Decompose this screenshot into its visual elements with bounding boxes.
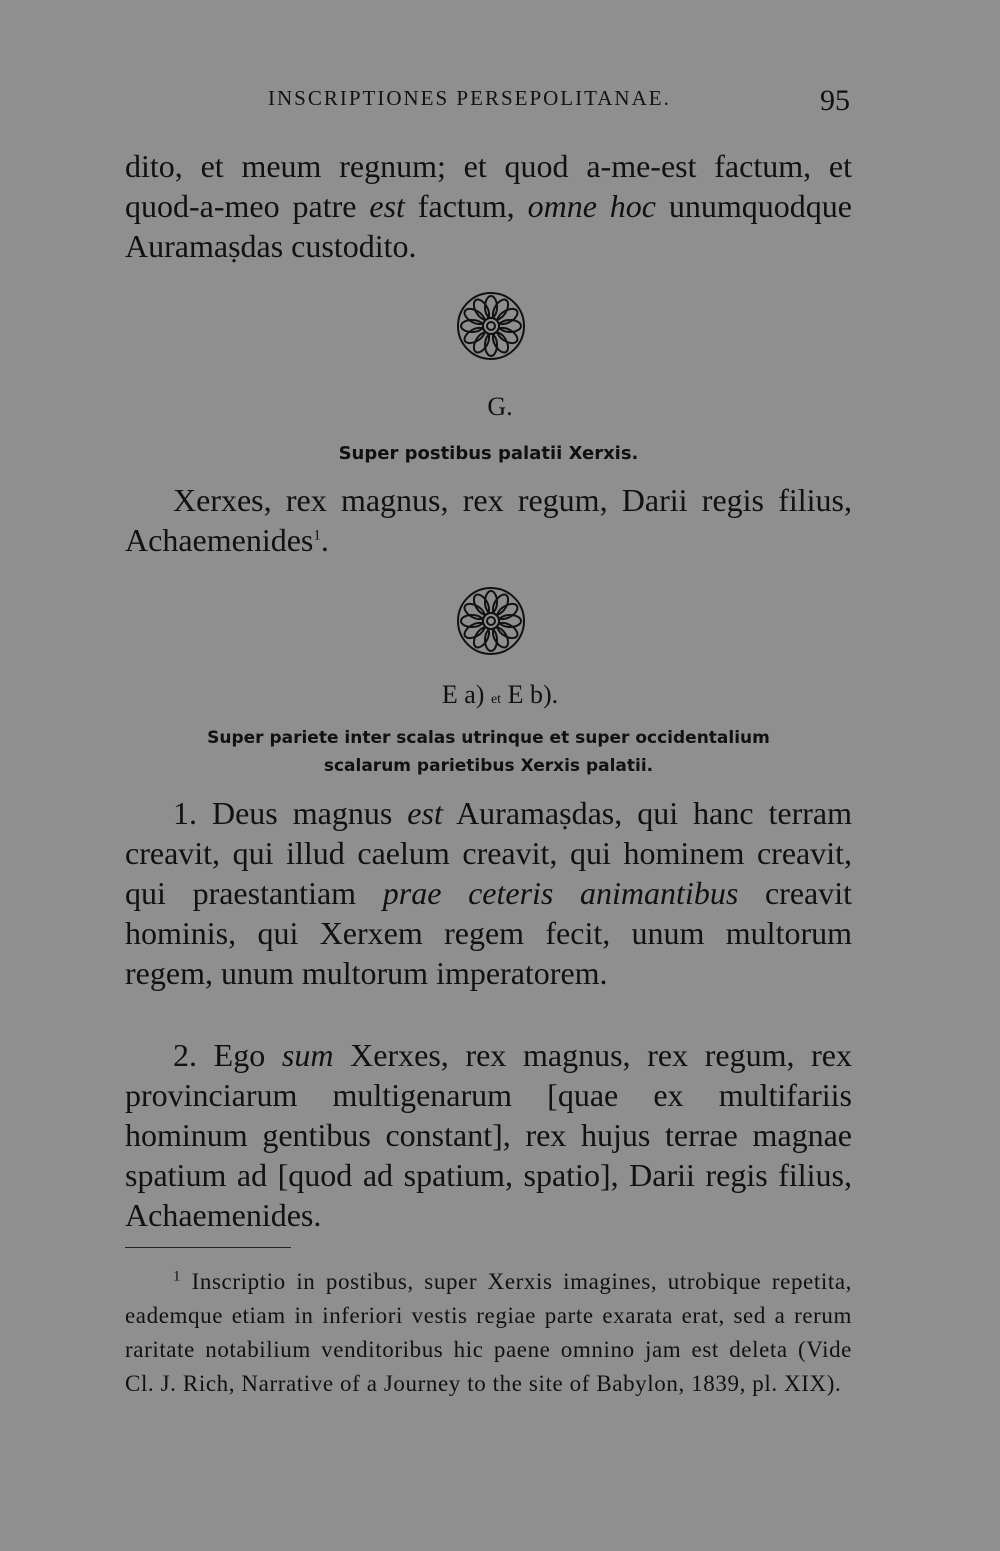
p2-lead: 2. Ego bbox=[173, 1037, 282, 1073]
footnote-divider bbox=[125, 1247, 291, 1248]
paragraph-1 bbox=[125, 793, 852, 993]
p1-end: creavit hominis, qui Xerxem regem fecit, unum multorum regem, unum multorum imperatorem. bbox=[125, 875, 853, 991]
section-e-label bbox=[0, 680, 1000, 710]
p1-italic: prae ceteris animantibus bbox=[382, 875, 739, 911]
italic-est: est bbox=[369, 188, 405, 224]
section-e-subtitle-2: scalarum parietibus Xerxis palatii. bbox=[323, 756, 654, 776]
label-eb: E b). bbox=[507, 680, 559, 709]
p2-italic-sum: sum bbox=[281, 1037, 334, 1073]
rosette-ornament-icon bbox=[455, 585, 527, 657]
p1-mid: Auramaṣdas, qui hanc terram creavit, qui illud caelum creavit, qui hominem creavit, qui praestantiam bbox=[125, 795, 853, 911]
italic-omne-hoc: omne hoc bbox=[527, 188, 656, 224]
subtitle-part-1: Super po bbox=[338, 443, 430, 464]
page-number: 95 bbox=[820, 84, 850, 117]
section-g-text bbox=[125, 480, 852, 560]
section-g-body: Xerxes, rex magnus, rex regum, Darii regis filius, Achaemenides bbox=[125, 482, 852, 558]
footnote bbox=[125, 1265, 852, 1401]
section-e-subtitle-1: Super pariete inter scalas utrinque et super occidentalium bbox=[207, 728, 770, 748]
running-head: INSCRIPTIONES PERSEPOLITANAE. bbox=[268, 86, 671, 110]
opening-text: dito, et meum regnum; et quod a-me-est factum, et quod-a-meo patre bbox=[125, 148, 852, 224]
p1-italic-est: est bbox=[407, 795, 443, 831]
footnote-marker: 1 bbox=[313, 527, 321, 544]
p2-rest: Xerxes, rex magnus, rex regum, rex provinciarum multigenarum [quae ex multifariis hominum gentibus constant], rex hujus terrae magnae spatium ad [quod ad spatium, spatio], Darii regis filius, Achaemenides. bbox=[125, 1037, 853, 1233]
label-et: et bbox=[490, 692, 502, 707]
section-g-label: G. bbox=[487, 392, 513, 421]
footnote-text: Inscriptio in postibus, super Xerxis imagines, utrobique repetita, eademque etiam in inferiori vestis regiae parte exarata erat, sed a rerum raritate notabilium venditoribus hic paene omnino jam est deleta (Vide Cl. J. Rich, Narrative of a Journey to the site of Babylon, 1839, pl. XIX). bbox=[125, 1269, 852, 1396]
rosette-ornament-icon bbox=[455, 290, 527, 362]
opening-text-2: factum, bbox=[404, 188, 528, 224]
opening-text-3: unumquodque Auramaṣdas custodito. bbox=[125, 188, 852, 264]
subtitle-part-2: stibus palatii Xerxis. bbox=[429, 443, 639, 464]
section-g-end: . bbox=[320, 522, 329, 558]
paragraph-2 bbox=[125, 1035, 852, 1235]
opening-paragraph bbox=[125, 146, 852, 266]
p1-lead: 1. Deus magnus bbox=[173, 795, 408, 831]
label-ea: E a) bbox=[441, 680, 485, 709]
footnote-number: 1 bbox=[173, 1268, 182, 1285]
section-g-subtitle bbox=[125, 440, 852, 468]
